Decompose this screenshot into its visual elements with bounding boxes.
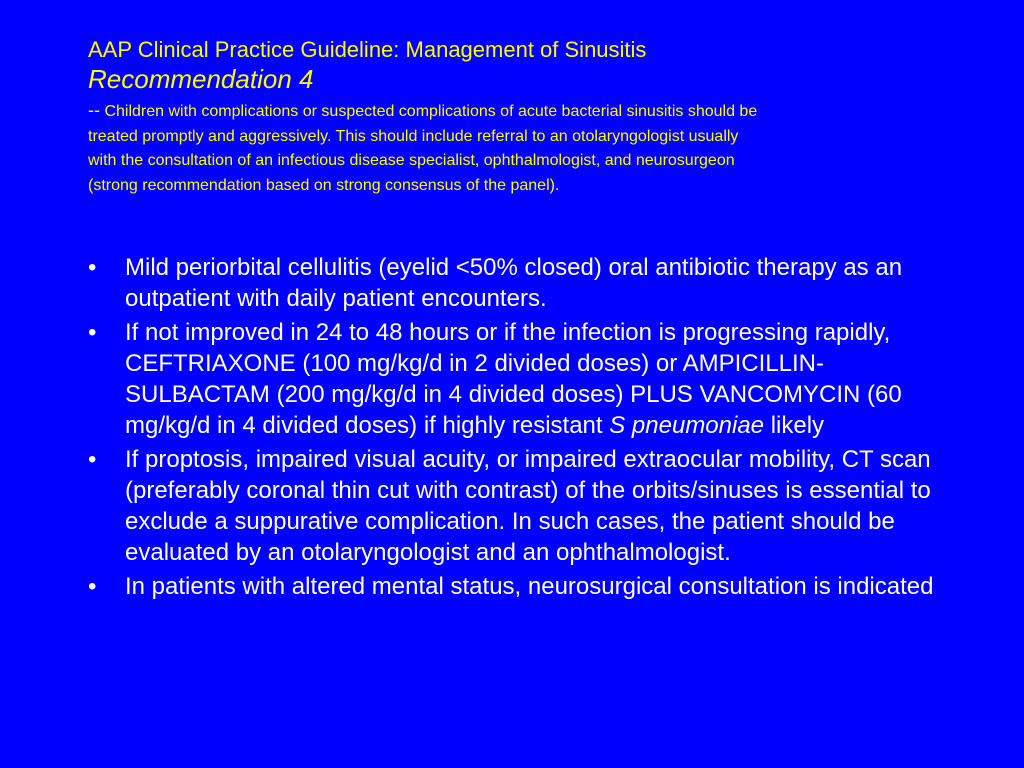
- description-text: Children with complications or suspected complications of acute bacterial sinusitis should be treated promptly and aggressively. This should include referral to an otolaryngologist usually with the consultation of an infectious disease specialist, ophthalmologist, and neurosurgeon (strong recommendation based on strong consensus of the panel).: [88, 103, 758, 194]
- bullet-list: [88, 252, 958, 605]
- bullet-icon: •: [88, 319, 97, 346]
- bullet-item: [88, 444, 958, 568]
- description-dash: --: [88, 100, 100, 120]
- bullet-text: If proptosis, impaired visual acuity, or impaired extraocular mobility, CT scan (preferably coronal thin cut with contrast) of the orbits/sinuses is essential to exclude a suppurative complication. In such cases, the patient should be evaluated by an otolaryngologist and an ophthalmologist.: [125, 446, 931, 566]
- bullet-text: In patients with altered mental status, neurosurgical consultation is indicated: [125, 573, 934, 600]
- bullet-icon: •: [88, 254, 97, 281]
- bullet-item: [88, 252, 958, 314]
- bullet-text: If not improved in 24 to 48 hours or if the infection is progressing rapidly, CEFTRIAXONE (100 mg/kg/d in 2 divided doses) or AMPICILLIN-SULBACTAM (200 mg/kg/d in 4 divided doses) PLUS VANCOMYCIN (60 mg/kg/d in 4 divided doses) if highly resistant: [125, 319, 902, 439]
- bullet-italic-text: S pneumoniae: [609, 412, 765, 439]
- title-block: [88, 36, 988, 198]
- bullet-item: [88, 317, 958, 441]
- bullet-icon: •: [88, 446, 97, 473]
- bullet-text: Mild periorbital cellulitis (eyelid <50% closed) oral antibiotic therapy as an outpatient with daily patient encounters.: [125, 254, 903, 312]
- recommendation-description: [88, 98, 768, 198]
- recommendation-heading: Recommendation 4: [88, 64, 314, 94]
- bullet-icon: •: [88, 573, 97, 600]
- bullet-suffix-text: likely: [764, 412, 825, 439]
- bullet-item: [88, 571, 958, 602]
- slide-title: AAP Clinical Practice Guideline: Management of Sinusitis: [88, 37, 647, 62]
